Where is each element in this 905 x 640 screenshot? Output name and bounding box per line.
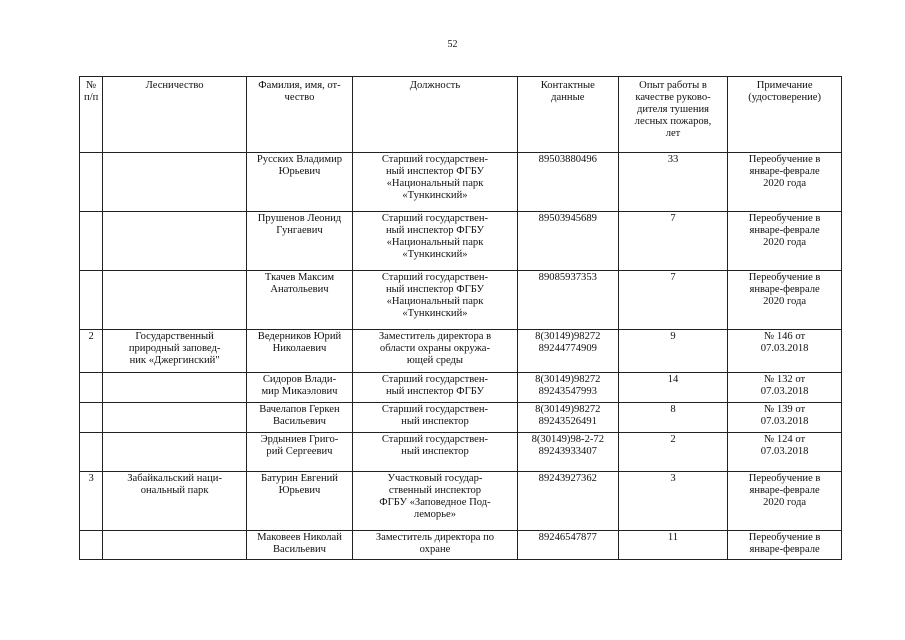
cell-full-name <box>246 403 352 433</box>
cell-line: Забайкальский наци- <box>127 473 222 484</box>
cell-contacts <box>517 330 618 373</box>
cell-line: Ведерников Юрий <box>257 331 342 342</box>
cell-contacts <box>517 433 618 472</box>
cell-contacts <box>517 271 618 330</box>
cell-full-name <box>246 271 352 330</box>
cell-line: Николаевич <box>272 343 327 355</box>
cell-line: 2 <box>88 331 94 342</box>
cell-note <box>728 330 842 373</box>
cell-line: 89244774909 <box>538 343 597 355</box>
cell-forestry <box>103 153 246 212</box>
cell-position <box>353 472 518 531</box>
cell-line: Заместитель директора в <box>378 331 492 342</box>
cell-line: 89503945689 <box>538 213 597 224</box>
cell-line: Юрьевич <box>278 166 321 178</box>
cell-note <box>728 531 842 560</box>
cell-contacts <box>517 472 618 531</box>
table-row <box>80 271 842 330</box>
cell-line: ный инспектор <box>401 446 469 458</box>
cell-line: 89246547877 <box>538 532 597 543</box>
cell-line: области охраны окружа- <box>379 343 491 355</box>
cell-position <box>353 403 518 433</box>
cell-experience <box>618 212 727 271</box>
cell-note <box>728 403 842 433</box>
cell-line: 8 <box>670 404 676 415</box>
cell-line: Переобучение в <box>748 473 821 484</box>
cell-line: Батурин Евгений <box>260 473 338 484</box>
cell-experience <box>618 330 727 373</box>
cell-line: 2 <box>670 434 676 445</box>
cell-line: Заместитель директора по <box>375 532 495 543</box>
cell-line: 33 <box>667 154 679 165</box>
cell-line: «Тункинский» <box>402 308 468 320</box>
cell-line: Анатольевич <box>270 284 329 296</box>
cell-line: 3 <box>670 473 676 484</box>
cell-line: «Тункинский» <box>402 190 468 202</box>
cell-experience <box>618 153 727 212</box>
cell-line: 8(30149)98272 <box>535 374 601 385</box>
cell-line: Маковеев Николай <box>257 532 342 543</box>
cell-line: 2020 года <box>763 178 807 190</box>
table-row <box>80 433 842 472</box>
cell-number <box>80 330 103 373</box>
cell-line: рий Сергеевич <box>266 446 333 458</box>
cell-line: данные <box>551 92 585 104</box>
cell-line: Старший государствен- <box>381 213 489 224</box>
page-number: 52 <box>447 39 458 50</box>
cell-line: лесных пожаров, <box>634 116 712 128</box>
cell-line: Фамилия, имя, от- <box>258 80 341 91</box>
cell-line: 89243547993 <box>538 386 597 398</box>
cell-note <box>728 212 842 271</box>
cell-line: 9 <box>670 331 676 342</box>
cell-full-name <box>246 373 352 403</box>
table-row <box>80 472 842 531</box>
cell-line: мир Микаэлович <box>261 386 338 398</box>
header-experience <box>618 77 727 153</box>
cell-note <box>728 373 842 403</box>
table-row <box>80 153 842 212</box>
cell-experience <box>618 403 727 433</box>
cell-note <box>728 153 842 212</box>
cell-line: Лесничество <box>145 80 204 91</box>
cell-forestry <box>103 373 246 403</box>
cell-line: «Национальный парк <box>386 178 484 190</box>
cell-position <box>353 212 518 271</box>
cell-line: январе-феврале <box>749 166 820 178</box>
cell-line: Гунгаевич <box>276 225 323 237</box>
header-full-name <box>246 77 352 153</box>
table-row <box>80 403 842 433</box>
cell-line: (удостоверение) <box>748 92 822 104</box>
table-row <box>80 373 842 403</box>
cell-line: Переобучение в <box>748 532 821 543</box>
header-number <box>80 77 103 153</box>
cell-line: охране <box>419 544 451 556</box>
cell-number <box>80 433 103 472</box>
cell-line: чество <box>284 92 315 104</box>
cell-line: Старший государствен- <box>381 154 489 165</box>
cell-line: № 132 от <box>764 374 806 385</box>
header-position <box>353 77 518 153</box>
cell-line: лет <box>665 128 681 140</box>
header-contacts <box>517 77 618 153</box>
header-forestry <box>103 77 246 153</box>
cell-line: № <box>86 80 97 91</box>
cell-line: январе-феврале <box>749 284 820 296</box>
table-row <box>80 330 842 373</box>
cell-line: Переобучение в <box>748 272 821 283</box>
cell-line: Должность <box>409 80 461 91</box>
cell-line: 14 <box>667 374 679 385</box>
cell-line: 89085937353 <box>538 272 597 283</box>
cell-line: Вачелапов Геркен <box>259 404 340 415</box>
cell-line: 3 <box>88 473 94 484</box>
cell-full-name <box>246 433 352 472</box>
cell-forestry <box>103 403 246 433</box>
cell-line: Примечание <box>756 80 813 91</box>
cell-line: «Национальный парк <box>386 296 484 308</box>
cell-line: Русских Владимир <box>256 154 343 165</box>
cell-line: Сидоров Влади- <box>262 374 337 385</box>
cell-number <box>80 403 103 433</box>
cell-forestry <box>103 433 246 472</box>
cell-contacts <box>517 403 618 433</box>
cell-forestry <box>103 531 246 560</box>
cell-experience <box>618 373 727 403</box>
cell-line: 11 <box>667 532 679 543</box>
cell-position <box>353 153 518 212</box>
cell-line: 7 <box>670 213 676 224</box>
cell-line: Эрдыниев Григо- <box>260 434 339 445</box>
cell-experience <box>618 531 727 560</box>
table-row <box>80 531 842 560</box>
cell-line: Старший государствен- <box>381 434 489 445</box>
cell-forestry <box>103 212 246 271</box>
cell-line: ный инспектор ФГБУ <box>385 166 484 178</box>
cell-line: январе-феврале <box>749 485 820 497</box>
cell-line: ный инспектор <box>401 416 469 428</box>
header-note <box>728 77 842 153</box>
cell-line: ющей среды <box>406 355 464 367</box>
cell-full-name <box>246 212 352 271</box>
cell-position <box>353 433 518 472</box>
cell-position <box>353 330 518 373</box>
cell-full-name <box>246 472 352 531</box>
cell-line: Старший государствен- <box>381 272 489 283</box>
cell-line: 89243526491 <box>538 416 597 428</box>
cell-line: 07.03.2018 <box>760 343 809 355</box>
cell-line: «Национальный парк <box>386 237 484 249</box>
cell-line: природный заповед- <box>128 343 221 355</box>
cell-position <box>353 271 518 330</box>
cell-line: январе-феврале <box>749 544 820 556</box>
cell-line: № 124 от <box>764 434 806 445</box>
cell-line: Старший государствен- <box>381 404 489 415</box>
cell-line: Васильевич <box>272 416 326 428</box>
cell-line: № 146 от <box>764 331 806 342</box>
cell-line: ный инспектор ФГБУ <box>385 386 484 398</box>
cell-line: «Тункинский» <box>402 249 468 261</box>
cell-contacts <box>517 212 618 271</box>
cell-forestry <box>103 271 246 330</box>
cell-line: Государственный <box>135 331 214 342</box>
cell-line: 89243933407 <box>538 446 597 458</box>
cell-forestry <box>103 472 246 531</box>
cell-line: ственный инспектор <box>388 485 482 497</box>
cell-line: Юрьевич <box>278 485 321 497</box>
cell-number <box>80 373 103 403</box>
cell-contacts <box>517 153 618 212</box>
cell-line: ник «Джергинский" <box>129 355 220 367</box>
cell-line: ФГБУ «Заповедное Под- <box>379 497 491 509</box>
cell-note <box>728 271 842 330</box>
cell-note <box>728 433 842 472</box>
cell-line: Опыт работы в <box>639 80 707 91</box>
cell-line: 2020 года <box>763 497 807 509</box>
cell-line: Васильевич <box>272 544 326 556</box>
cell-line: 7 <box>670 272 676 283</box>
table-row <box>80 212 842 271</box>
cell-line: леморье» <box>413 509 457 521</box>
cell-line: ональный парк <box>140 485 209 497</box>
cell-full-name <box>246 531 352 560</box>
cell-number <box>80 212 103 271</box>
cell-experience <box>618 472 727 531</box>
cell-line: качестве руково- <box>635 92 711 104</box>
cell-line: январе-феврале <box>749 225 820 237</box>
cell-line: 8(30149)98-2-72 <box>531 434 604 445</box>
cell-forestry <box>103 330 246 373</box>
cell-full-name <box>246 330 352 373</box>
cell-line: дителя тушения <box>636 104 710 116</box>
cell-line: 07.03.2018 <box>760 386 809 398</box>
cell-line: Участковый государ- <box>387 473 483 484</box>
cell-number <box>80 472 103 531</box>
cell-line: Переобучение в <box>748 213 821 224</box>
cell-line: 89503880496 <box>538 154 597 165</box>
forest-fire-managers-table <box>79 76 842 560</box>
cell-number <box>80 531 103 560</box>
cell-contacts <box>517 531 618 560</box>
cell-line: Переобучение в <box>748 154 821 165</box>
cell-full-name <box>246 153 352 212</box>
cell-line: Контактные <box>540 80 595 91</box>
cell-line: 2020 года <box>763 237 807 249</box>
cell-experience <box>618 271 727 330</box>
cell-line: Ткачев Максим <box>264 272 335 283</box>
cell-line: Старший государствен- <box>381 374 489 385</box>
cell-line: ный инспектор ФГБУ <box>385 284 484 296</box>
cell-line: ный инспектор ФГБУ <box>385 225 484 237</box>
cell-position <box>353 531 518 560</box>
cell-contacts <box>517 373 618 403</box>
cell-line: № 139 от <box>764 404 806 415</box>
cell-number <box>80 271 103 330</box>
cell-position <box>353 373 518 403</box>
cell-line: п/п <box>84 92 99 104</box>
cell-line: 2020 года <box>763 296 807 308</box>
cell-line: 07.03.2018 <box>760 446 809 458</box>
cell-number <box>80 153 103 212</box>
cell-note <box>728 472 842 531</box>
cell-line: 07.03.2018 <box>760 416 809 428</box>
table-header-row <box>80 77 842 153</box>
cell-line: 89243927362 <box>538 473 597 484</box>
cell-line: 8(30149)98272 <box>535 404 601 415</box>
cell-line: Прушенов Леонид <box>257 213 342 224</box>
cell-experience <box>618 433 727 472</box>
cell-line: 8(30149)98272 <box>535 331 601 342</box>
